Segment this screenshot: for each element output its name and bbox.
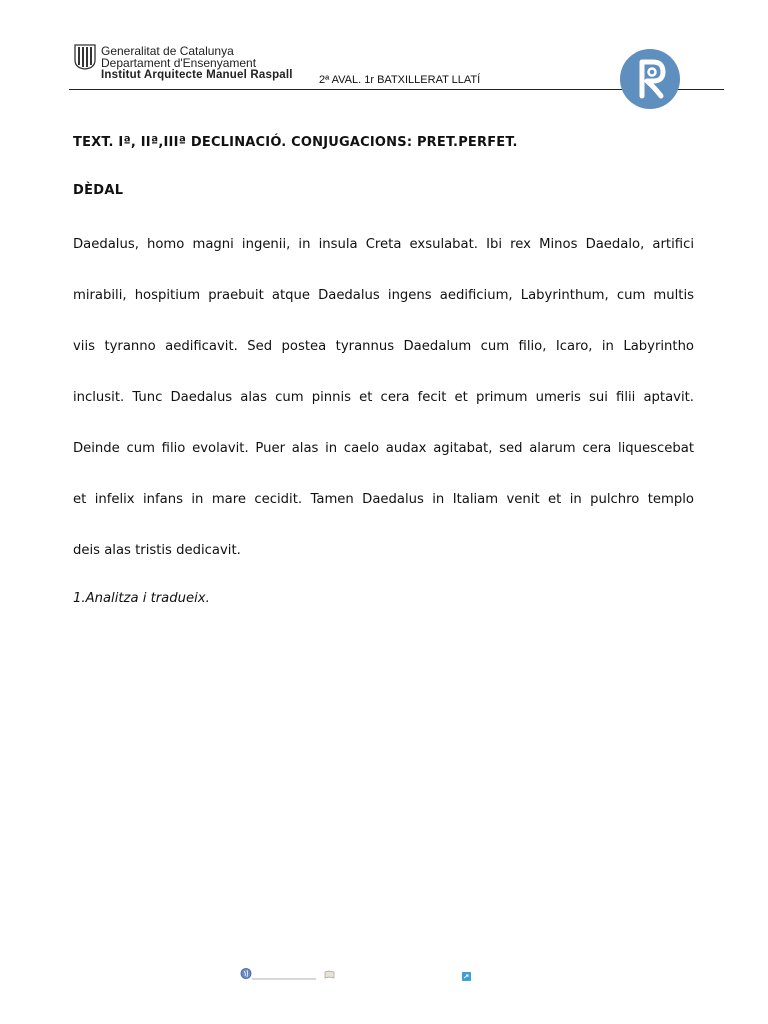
latin-text-line: viis tyranno aedificavit. Sed postea tyrannus Daedalum cum filio, Icaro, in Labyrintho bbox=[73, 339, 694, 354]
organization-block bbox=[101, 45, 293, 81]
document-title: TEXT. Iª, IIª,IIIª DECLINACIÓ. CONJUGACIONS: PRET.PERFET. bbox=[73, 135, 518, 150]
evaluation-label: 2ª AVAL. 1r BATXILLERAT LLATÍ bbox=[319, 74, 481, 86]
latin-text-line: Daedalus, homo magni ingenii, in insula Creta exsulabat. Ibi rex Minos Daedalo, artifici bbox=[73, 237, 694, 252]
exercise-instruction: 1.Analitza i tradueix. bbox=[73, 591, 210, 606]
page-footer bbox=[0, 960, 768, 990]
latin-text-line: mirabili, hospitium praebuit atque Daedalus ingens aedificium, Labyrinthum, cum multis bbox=[73, 288, 694, 303]
share-icon bbox=[462, 972, 471, 981]
book-icon bbox=[324, 970, 335, 979]
org-department: Departament d'Ensenyament bbox=[101, 56, 257, 70]
latin-text-line: deis alas tristis dedicavit. bbox=[73, 543, 241, 558]
text-title: DÈDAL bbox=[73, 183, 124, 198]
org-name: Generalitat de Catalunya bbox=[101, 44, 234, 58]
generalitat-logo bbox=[74, 44, 96, 70]
institute-name: Institut Arquitecte Manuel Raspall bbox=[101, 69, 293, 81]
latin-text-line: inclusit. Tunc Daedalus alas cum pinnis et cera fecit et primum umeris sui filii aptavit. bbox=[73, 390, 694, 405]
latin-text-line: Deinde cum filio evolavit. Puer alas in caelo audax agitabat, sed alarum cera liquescebat bbox=[73, 441, 694, 456]
latin-text-line: et infelix infans in mare cecidit. Tamen Daedalus in Italiam venit et in pulchro templo bbox=[73, 492, 694, 507]
document-header bbox=[0, 0, 768, 110]
institute-logo bbox=[619, 48, 681, 110]
globe-icon bbox=[240, 967, 318, 981]
